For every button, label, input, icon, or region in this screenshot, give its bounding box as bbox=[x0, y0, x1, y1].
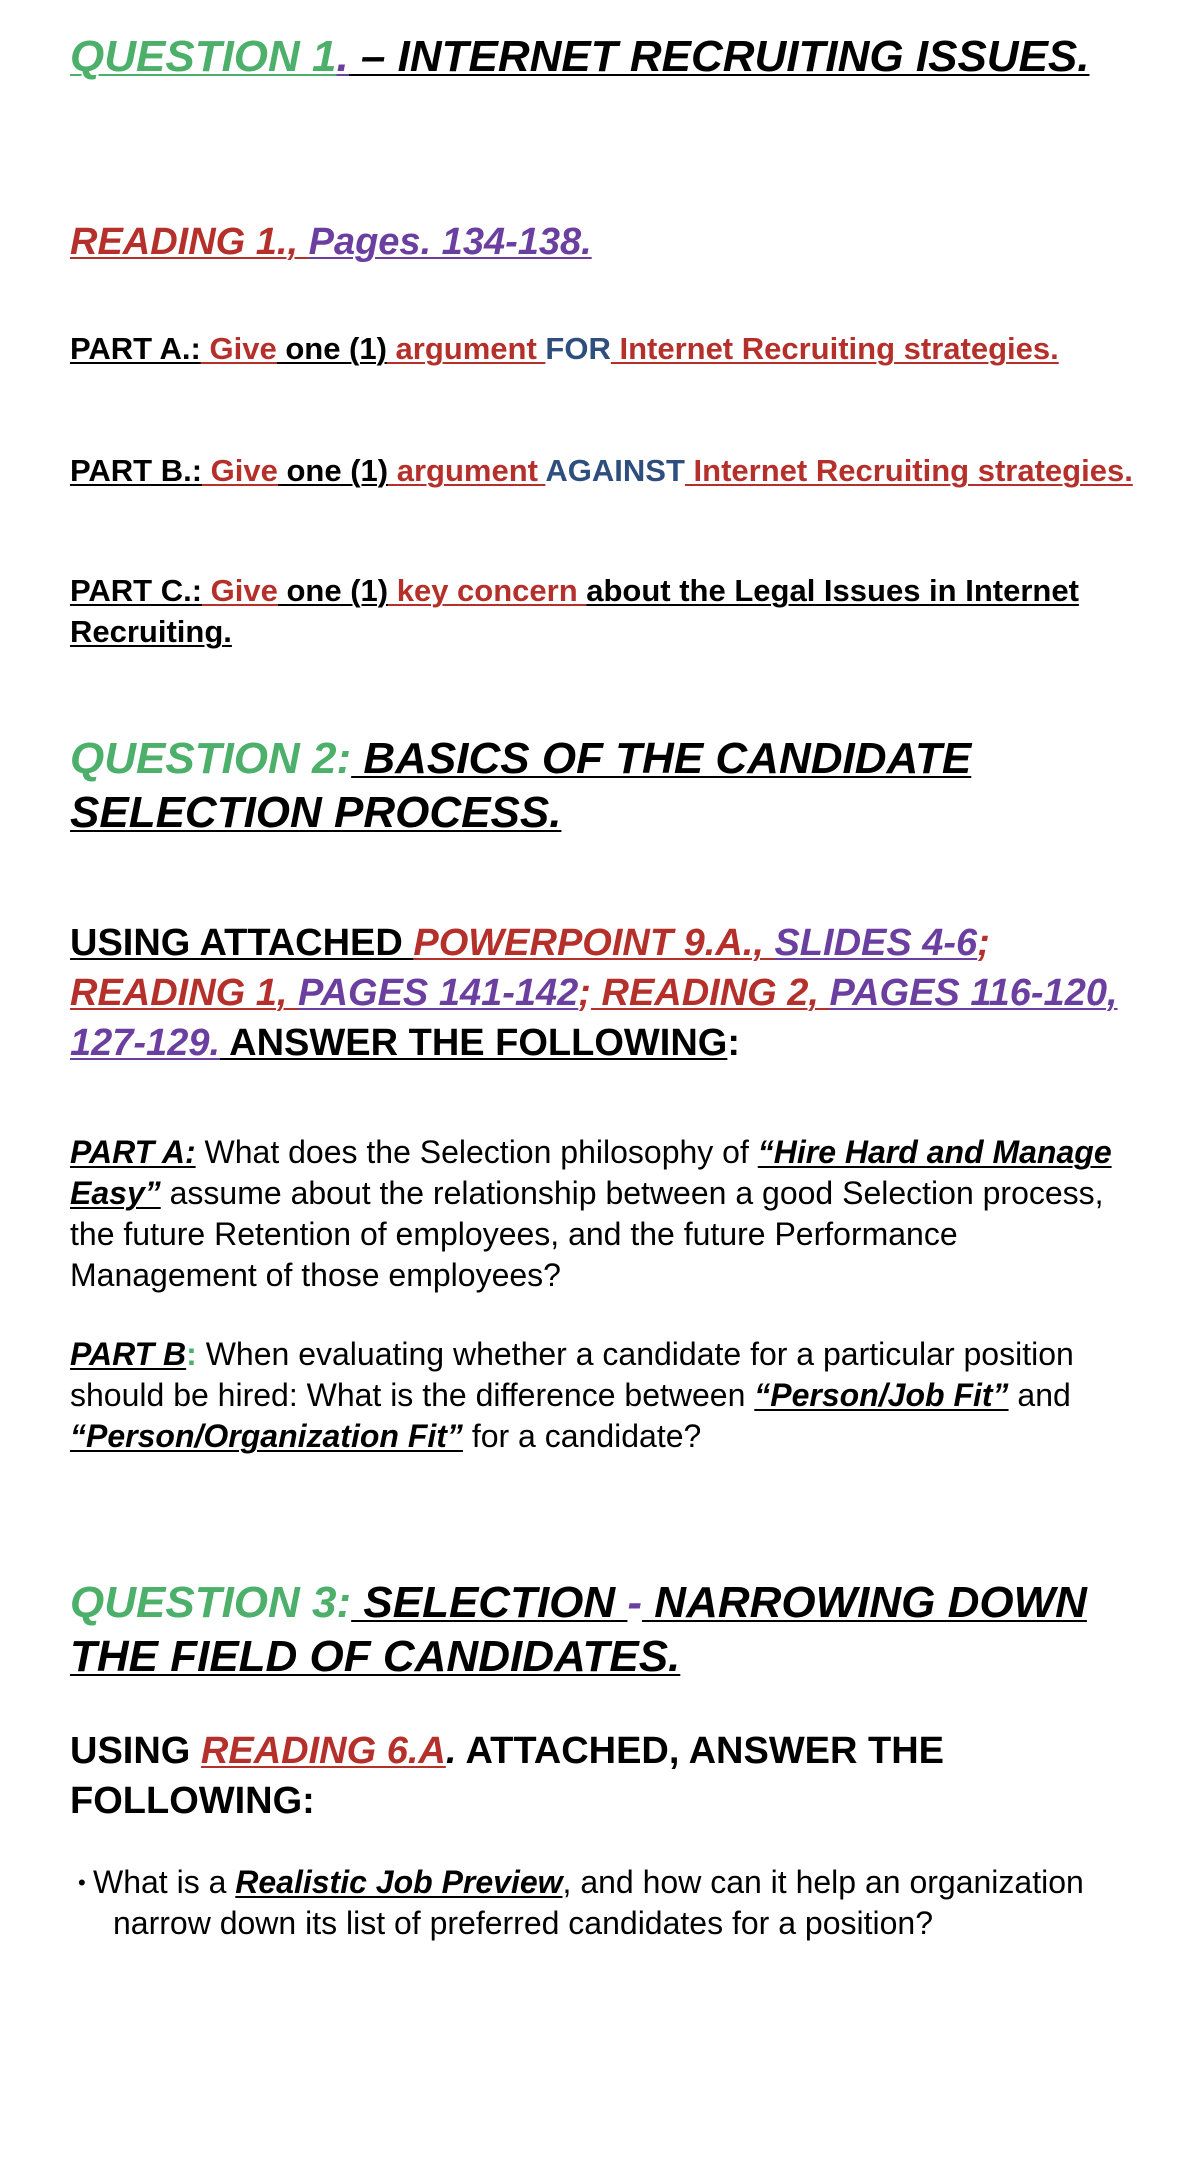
reading-1-reference bbox=[70, 218, 1150, 266]
reading-1-pages: Pages. 134-138. bbox=[308, 221, 592, 263]
q1-part-a-topic: Internet Recruiting strategies. bbox=[610, 331, 1059, 366]
q2-powerpoint-ref: POWERPOINT 9.A., bbox=[413, 922, 775, 964]
q2-part-b-colon: : bbox=[186, 1336, 197, 1372]
question-3-title-2: NARROWING DOWN THE FIELD OF CANDIDATES. bbox=[70, 1578, 1087, 1681]
question-1-title: – INTERNET RECRUITING ISSUES. bbox=[348, 32, 1090, 81]
q2-semicolon-1: ; bbox=[977, 922, 990, 964]
q2-part-a-text-1: What does the Selection philosophy of bbox=[195, 1134, 758, 1170]
q1-part-b-argument: argument bbox=[388, 453, 546, 488]
q3-bullet-item bbox=[93, 1862, 1113, 1944]
question-3-dash: - bbox=[627, 1578, 643, 1627]
q2-reading-2-ref: READING 2, bbox=[590, 972, 830, 1014]
question-2-heading bbox=[70, 732, 1150, 840]
q2-semicolon-2: ; bbox=[578, 972, 591, 1014]
q1-part-b-give: Give bbox=[202, 453, 278, 488]
question-3-heading bbox=[70, 1576, 1150, 1684]
bullet-marker: • bbox=[78, 1870, 86, 1895]
q1-part-a-for: FOR bbox=[545, 331, 611, 366]
q3-instructions-lead: USING bbox=[70, 1730, 201, 1772]
q2-instructions bbox=[70, 918, 1150, 1068]
q2-part-a-text-2: assume about the relationship between a good Selection process, the future Retention of employees, and the future Performance Management of those employees? bbox=[70, 1175, 1104, 1293]
question-2-label: QUESTION 2: bbox=[70, 734, 352, 783]
q1-part-b-topic: Internet Recruiting strategies. bbox=[684, 453, 1133, 488]
q1-part-a bbox=[70, 328, 1150, 369]
q3-instructions bbox=[70, 1726, 1150, 1826]
q1-part-a-argument: argument bbox=[386, 331, 546, 366]
q2-part-b bbox=[70, 1334, 1150, 1457]
q2-instructions-tail: ANSWER THE FOLLOWING bbox=[220, 1022, 728, 1064]
question-3-title-1: SELECTION bbox=[351, 1578, 628, 1627]
q3-bullet-term: Realistic Job Preview bbox=[235, 1864, 563, 1900]
q3-reading-ref: READING 6.A bbox=[200, 1730, 446, 1772]
q2-part-b-fit-1: “Person/Job Fit” bbox=[754, 1377, 1009, 1413]
q1-part-c-concern: key concern bbox=[388, 573, 587, 608]
question-1-label: QUESTION 1 bbox=[70, 32, 337, 81]
q1-part-a-one: one (1) bbox=[276, 331, 387, 366]
q2-instructions-lead: USING ATTACHED bbox=[70, 922, 414, 964]
q3-reading-dot: . bbox=[445, 1730, 457, 1772]
q3-bullet-text-1: What is a bbox=[93, 1864, 236, 1900]
q1-part-c bbox=[70, 570, 1150, 652]
q2-reading-1-ref: READING 1, bbox=[70, 972, 299, 1014]
q2-slides-ref: SLIDES 4-6 bbox=[774, 922, 978, 964]
q2-part-b-label: PART B bbox=[70, 1336, 187, 1372]
question-2-title: BASICS OF THE CANDIDATE SELECTION PROCESS. bbox=[70, 734, 972, 837]
q2-instructions-colon: : bbox=[727, 1022, 740, 1064]
q2-part-b-text-2: for a candidate? bbox=[462, 1418, 702, 1454]
q2-part-b-fit-2: “Person/Organization Fit” bbox=[70, 1418, 463, 1454]
q2-pages-1-ref: PAGES 141-142 bbox=[298, 972, 579, 1014]
q1-part-a-label: PART A.: bbox=[70, 331, 201, 366]
q2-part-a-label: PART A: bbox=[70, 1134, 196, 1170]
question-1-dot: . bbox=[336, 32, 349, 81]
q1-part-b-one: one (1) bbox=[277, 453, 389, 488]
question-3-label: QUESTION 3: bbox=[70, 1578, 352, 1627]
q1-part-c-rest: about the Legal Issues in Internet Recruiting. bbox=[70, 573, 1079, 649]
q2-part-b-text-1: When evaluating whether a candidate for a particular position should be hired: What is the difference between bbox=[70, 1336, 1074, 1413]
q1-part-b bbox=[70, 450, 1150, 491]
q1-part-b-against: AGAINST bbox=[545, 453, 685, 488]
q2-part-b-and: and bbox=[1008, 1377, 1071, 1413]
q1-part-a-give: Give bbox=[200, 331, 277, 366]
reading-1-label: READING 1., bbox=[70, 221, 309, 263]
q3-instructions-tail: ATTACHED, ANSWER THE FOLLOWING: bbox=[70, 1730, 945, 1822]
q2-part-a-phrase: “Hire Hard and Manage Easy” bbox=[70, 1134, 1112, 1211]
q2-part-a bbox=[70, 1132, 1150, 1296]
question-1-heading bbox=[70, 30, 1150, 84]
q3-bullet-text-2: , and how can it help an organization narrow down its list of preferred candidates for a position? bbox=[113, 1864, 1084, 1941]
q1-part-c-label: PART C.: bbox=[70, 573, 203, 608]
q1-part-c-one: one (1) bbox=[277, 573, 389, 608]
q1-part-c-give: Give bbox=[202, 573, 278, 608]
q1-part-b-label: PART B.: bbox=[70, 453, 203, 488]
q2-pages-2-ref: PAGES 116-120, 127-129. bbox=[70, 972, 1118, 1064]
